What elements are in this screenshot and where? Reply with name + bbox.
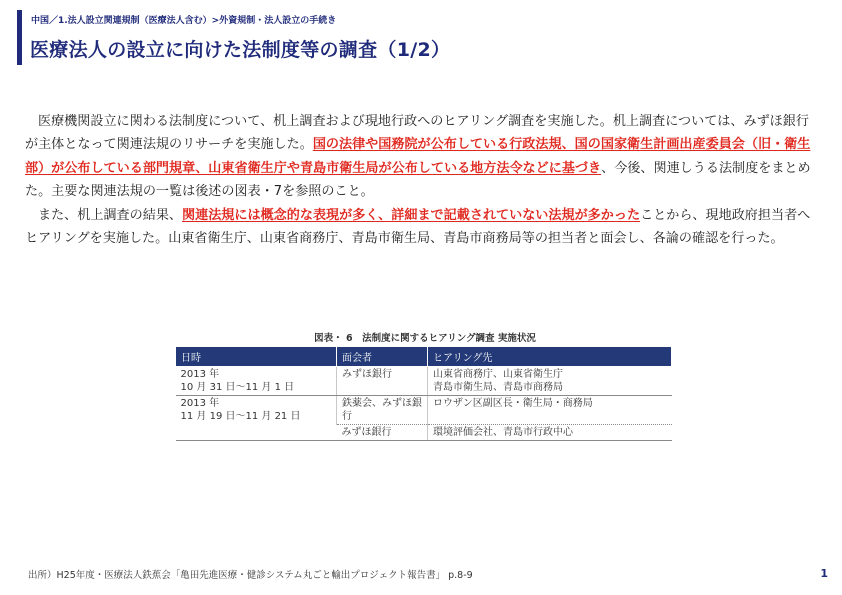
target-cell: 環境評価会社、青島市行政中心 <box>428 425 672 441</box>
attendee-cell: 鉄薬会、みずほ銀行 <box>337 396 428 425</box>
date-year: 2013 年 <box>180 369 220 380</box>
hearing-table <box>175 346 672 441</box>
page-title: 医療法人の設立に向けた法制度等の調査（1/2） <box>30 39 451 61</box>
paragraph-1-text-a: 医療機関設立に関わる法制度について、机上調査および現地行政へのヒアリング調査を実施した。机上調査については、みずほ銀行が主体となって関連法規のリサーチを実施した。 <box>25 114 809 153</box>
paragraph-2-highlight: 関連法規には概念的な表現が多く、詳細まで記載されていない法規が多かった <box>182 207 641 223</box>
page-number: 1 <box>820 567 828 580</box>
attendee-cell: みずほ銀行 <box>337 425 428 441</box>
table-row <box>176 396 672 425</box>
target-cell: ロウザン区副区長・衛生局・商務局 <box>428 396 672 425</box>
header-date: 日時 <box>176 347 337 367</box>
paragraph-2 <box>25 204 820 251</box>
figure-caption: 図表・ 6 法制度に関するヒアリング調査 実施状況 <box>314 333 536 344</box>
table-header-row <box>176 347 672 367</box>
target-line-1: 山東省商務庁、山東省衛生庁 <box>433 369 563 380</box>
date-cell <box>176 396 337 441</box>
title-accent-bar <box>17 10 22 65</box>
paragraph-2-text-a: また、机上調査の結果、 <box>38 207 183 223</box>
source-note: 出所）H25年度・医療法人鉄蕉会「亀田先進医療・健診システム丸ごと輸出プロジェクト報告書」 p.8-9 <box>28 570 473 581</box>
paragraph-1-highlight: 国の法律や国務院が公布している行政法規、国の国家衛生計画出産委員会（旧・衛生部）が公布している部門規章、山東省衛生庁や青島市衛生局が公布している地方法令などに基づき <box>25 137 811 176</box>
attendee-cell: みずほ銀行 <box>337 367 428 396</box>
body-text <box>25 110 820 250</box>
paragraph-1-text-b: 、今後、関連しうる法制度をまとめた。主要な関連法規の一覧は後述の図表・7を参照のこと。 <box>25 160 811 200</box>
date-range: 10 月 31 日～11 月 1 日 <box>180 382 295 393</box>
paragraph-2-text-b: ことから、現地政府担当者へヒアリングを実施した。山東省衛生庁、山東省商務庁、青島市衛生局、青島市商務局等の担当者と面会し、各論の確認を行った。 <box>25 207 811 247</box>
paragraph-1 <box>25 110 820 204</box>
target-cell <box>428 367 672 396</box>
header-target: ヒアリング先 <box>428 347 672 367</box>
header-attendee: 面会者 <box>337 347 428 367</box>
table-row <box>176 367 672 396</box>
breadcrumb: 中国／1.法人設立関連規制（医療法人含む）>外資規制・法人設立の手続き <box>31 16 337 26</box>
target-line-2: 青島市衛生局、青島市商務局 <box>433 382 563 393</box>
date-year: 2013 年 <box>180 398 220 409</box>
date-range: 11 月 19 日～11 月 21 日 <box>180 411 301 422</box>
date-cell <box>176 367 337 396</box>
